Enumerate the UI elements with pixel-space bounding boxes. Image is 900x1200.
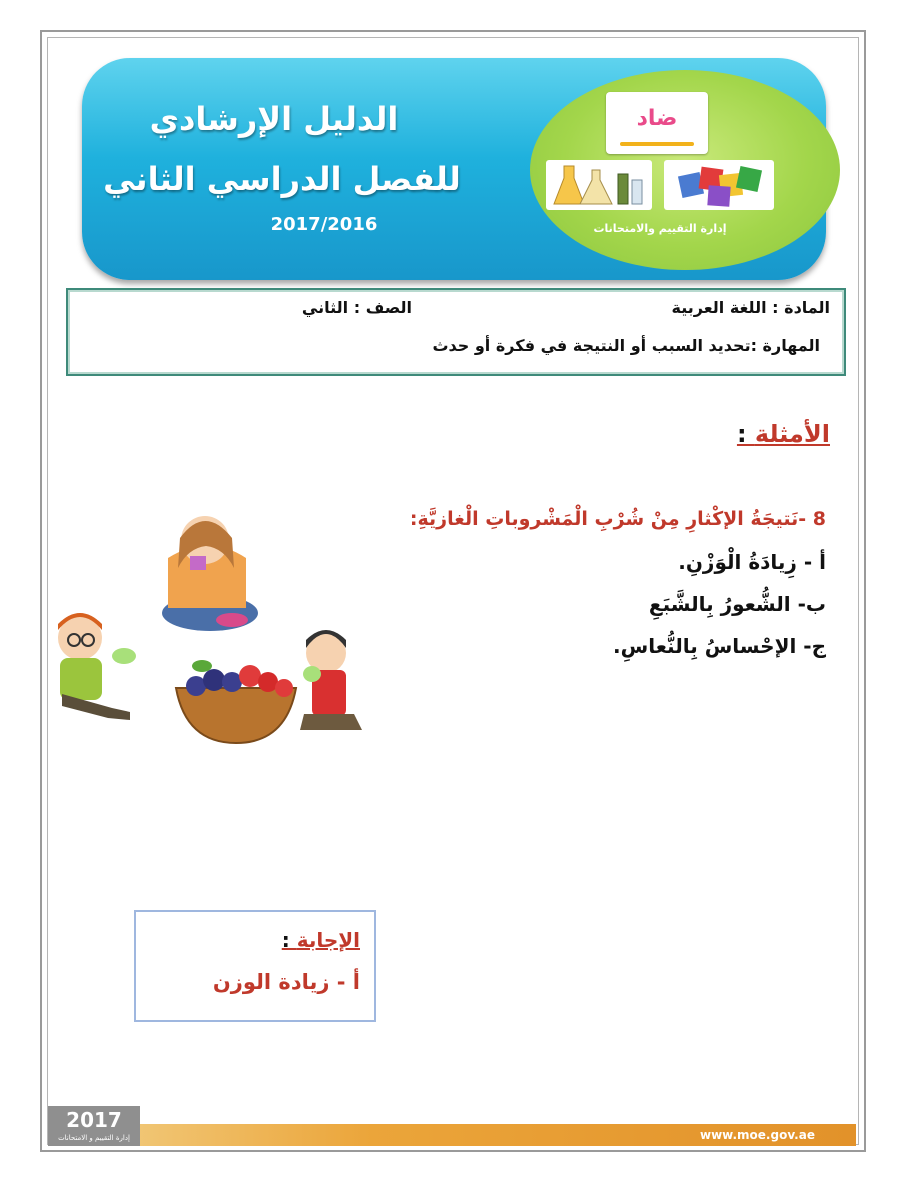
banner-subtitle: للفصل الدراسي الثاني	[103, 160, 461, 198]
number-cubes-icon	[664, 160, 774, 210]
examples-heading-colon: :	[736, 420, 755, 448]
banner-title: الدليل الإرشادي	[149, 100, 399, 138]
footer-department: إدارة التقييم و الامتحانات	[58, 1134, 130, 1142]
children-eating-fruit-illustration	[50, 508, 370, 758]
dhad-logo	[606, 92, 708, 154]
department-label: إدارة التقييم والامتحانات	[593, 222, 727, 235]
answer-label-text: الإجابة	[296, 928, 360, 952]
option-a: أ - زِيادَةُ الْوَزْنِ.	[678, 550, 826, 574]
subject-line: المادة : اللغة العربية	[671, 298, 830, 317]
footer-url[interactable]: www.moe.gov.ae	[700, 1128, 815, 1142]
question-text: 8 -نَتيجَةُ الإكْثارِ مِنْ شُرْبِ الْمَشْروباتِ الْغازيَّةِ:	[409, 508, 826, 530]
banner-year: 2017/2016	[270, 214, 378, 235]
answer-box	[134, 910, 376, 1022]
grade-line: الصف : الثاني	[301, 298, 412, 317]
beakers-icon	[546, 160, 652, 210]
examples-heading	[737, 420, 830, 448]
footer-year: 2017	[66, 1108, 122, 1132]
option-b: ب- الشُّعورُ بِالشَّبَعِ	[648, 592, 826, 616]
option-c: ج- الإحْساسُ بِالنُّعاسِ.	[613, 634, 826, 658]
examples-heading-text: الأمثلة	[754, 420, 830, 448]
answer-label	[282, 928, 360, 952]
dhad-logo-text: ضاد	[636, 106, 678, 131]
answer-label-colon: :	[281, 928, 297, 952]
answer-text: أ - زيادة الوزن	[212, 970, 360, 994]
subject-info-box	[66, 288, 846, 376]
skill-line: المهارة :تحديد السبب أو النتيجة في فكرة أو حدث	[432, 336, 820, 355]
